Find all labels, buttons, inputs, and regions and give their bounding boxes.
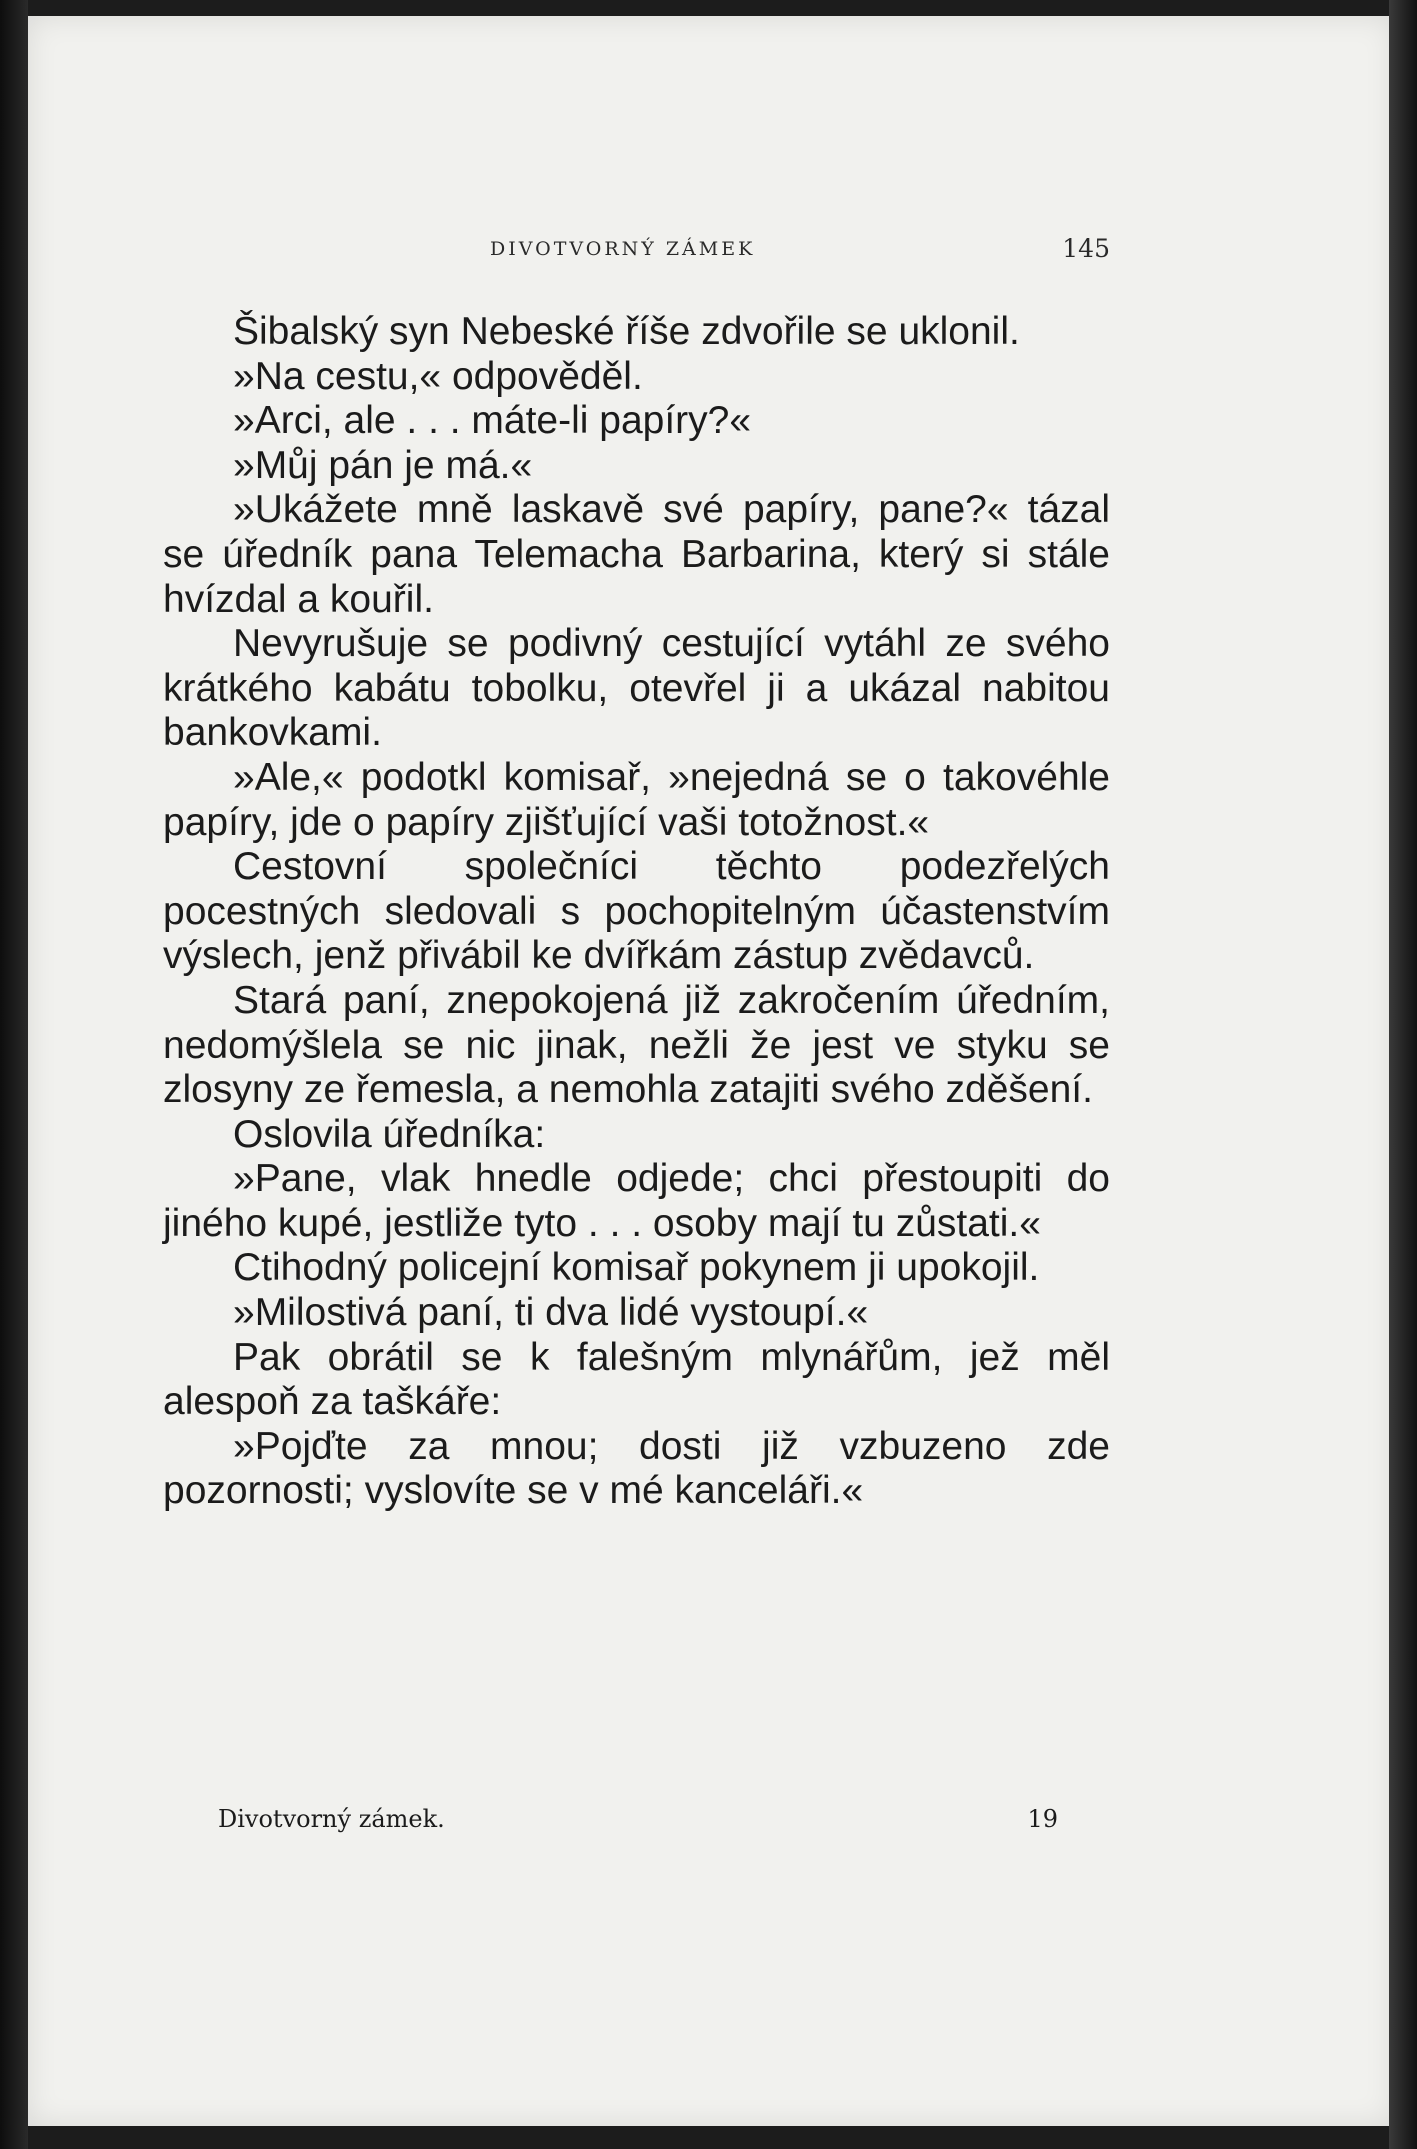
sheet-number: 19: [1027, 1805, 1058, 1833]
paragraph: Stará paní, znepokojená již zakročením úředním, nedomýšlela se nic jinak, nežli že jest ve styku se zlosyny ze řemesla, a nemohla zatajiti svého zděšení.: [163, 978, 1110, 1112]
paragraph: Pak obrátil se k falešným mlynářům, jež měl alespoň za taškáře:: [163, 1335, 1110, 1424]
paragraph: »Ukážete mně laskavě své papíry, pane?« tázal se úředník pana Telemacha Barbarina, který si stále hvízdal a kouřil.: [163, 488, 1110, 621]
paragraph: Oslovila úředníka:: [233, 1112, 546, 1156]
paragraph: »Na cestu,« odpověděl.: [233, 354, 643, 398]
signature-footer: [218, 1805, 1058, 1841]
paragraph: Ctihodný policejní komisař pokynem ji upokojil.: [233, 1246, 1040, 1290]
paragraph: »Pojďte za mnou; dosti již vzbuzeno zde pozornosti; vyslovíte se v mé kanceláři.«: [163, 1424, 1110, 1513]
scan-right-edge: [1389, 0, 1417, 2149]
paragraph: »Ale,« podotkl komisař, »nejedná se o takovéhle papíry, jde o papíry zjišťující vaši totožnost.«: [163, 755, 1110, 844]
paragraph: Nevyrušuje se podivný cestující vytáhl ze svého krátkého kabátu tobolku, otevřel ji a ukázal nabitou bankovkami.: [163, 622, 1110, 755]
footer-book-title: Divotvorný zámek.: [218, 1805, 445, 1833]
paragraph: »Arci, ale . . . máte-li papíry?«: [233, 399, 752, 443]
paragraph: »Milostivá paní, ti dva lidé vystoupí.«: [233, 1291, 869, 1335]
paragraph: »Můj pán je má.«: [233, 443, 533, 487]
body-text: [163, 310, 1110, 1514]
page-number: 145: [1062, 234, 1110, 263]
running-head: [160, 234, 1110, 274]
scan-left-edge: [0, 0, 28, 2149]
running-title: DIVOTVORNÝ ZÁMEK: [490, 238, 756, 260]
paragraph: »Pane, vlak hnedle odjede; chci přestoupiti do jiného kupé, jestliže tyto . . . osoby mají tu zůstati.«: [163, 1157, 1110, 1245]
paragraph: Šibalský syn Nebeské říše zdvořile se uklonil.: [233, 310, 1020, 353]
paragraph: Cestovní společníci těchto podezřelých pocestných sledovali s pochopitelným účastenstvím výslech, jenž přivábil ke dvířkám zástup zvědavců.: [163, 845, 1110, 978]
